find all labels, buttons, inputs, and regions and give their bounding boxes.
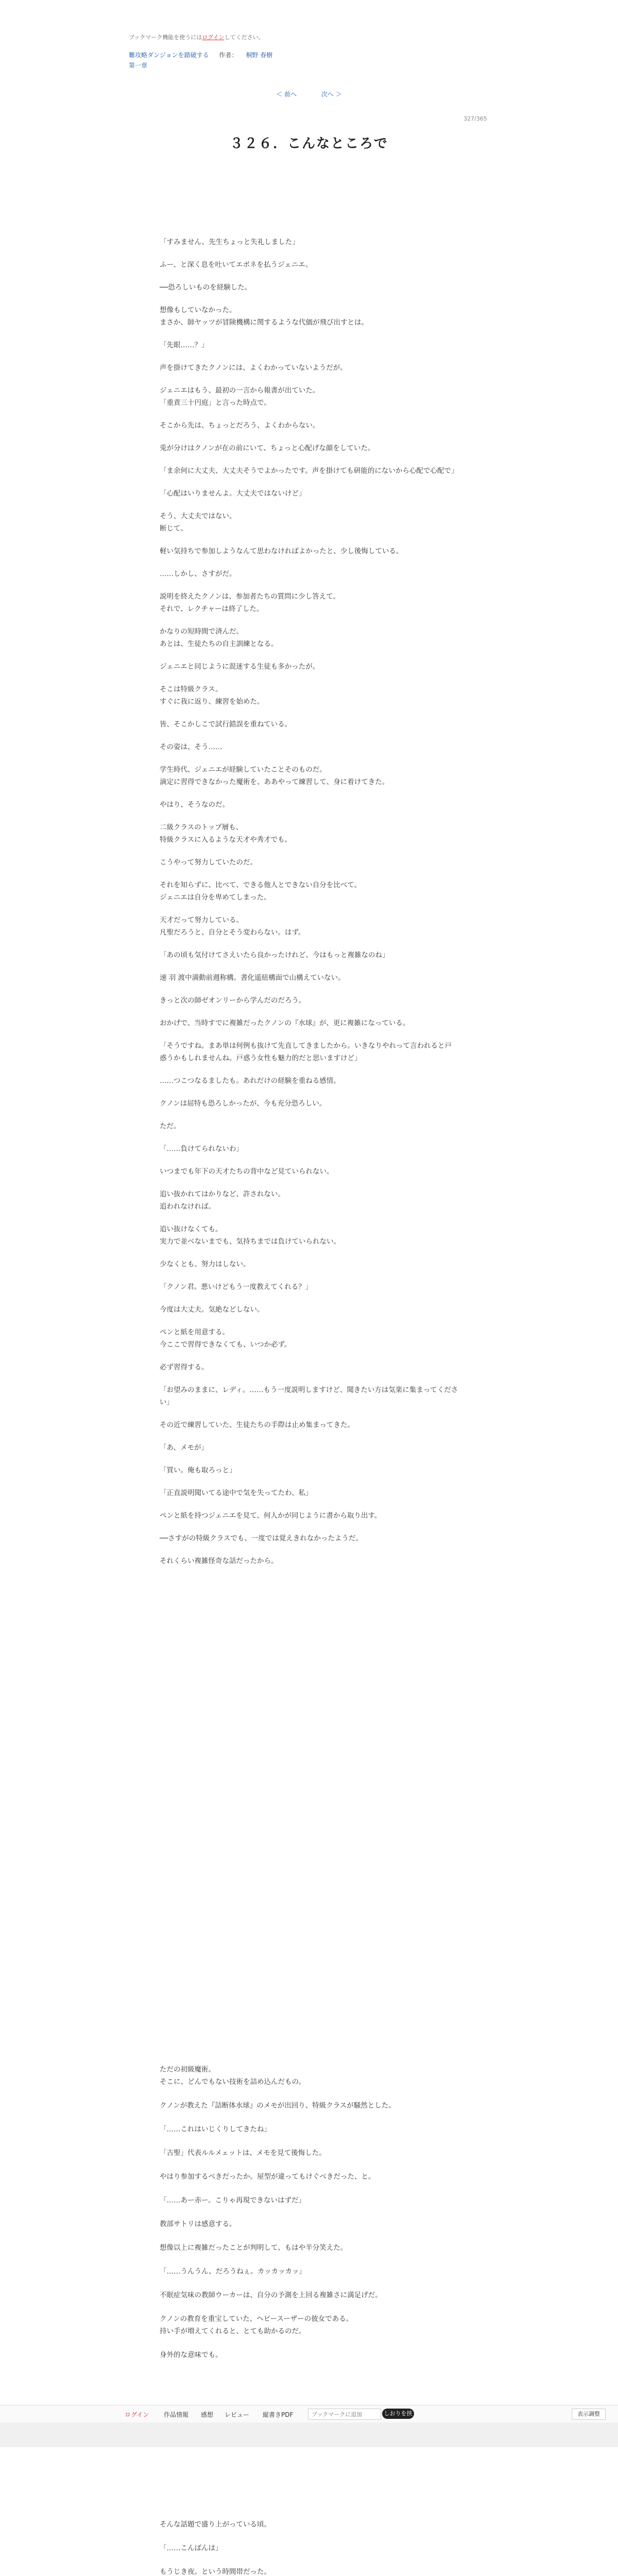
paragraph: ペンと紙を用意する。 今ここで習得できなくても、いつか必ず。 <box>160 1328 291 1349</box>
author-info: 作者： 桐野 春樹 <box>219 52 273 59</box>
paragraph: 軽い気持ちで参加しようなんて思わなければよかったと、少し後悔している。 <box>160 547 403 555</box>
paragraph: やはり、そうなのだ。 <box>160 801 229 809</box>
author-link[interactable]: 桐野 春樹 <box>246 52 273 59</box>
paragraph: そこは特級クラス。 すぐに我に返り、練習を始めた。 <box>160 685 264 706</box>
paragraph: 必ず習得する。 <box>160 1363 209 1371</box>
chapter-title: ３２６．こんなところで <box>230 136 388 151</box>
page-count: 327/365 <box>464 115 487 122</box>
bookmark-notice: ブックマーク機能を使うにはログインしてください。 <box>129 34 264 41</box>
paragraph: ……しかし、さすがだ。 <box>160 570 236 578</box>
chapter-nav <box>0 90 618 98</box>
paragraph: 今度は大丈夫。気絶などしない。 <box>160 1306 264 1314</box>
paragraph: 「お望みのままに、レディ。……もう一度説明しますけど、聞きたい方は気楽に集まってください」 <box>160 1386 458 1406</box>
toolbar-bookmark-button[interactable]: しおりを挟 <box>382 2409 414 2419</box>
paragraph: ──さすがの特級クラスでも、一度では覚えきれなかったようだ。 <box>160 1534 363 1543</box>
paragraph: 二級クラスのトップ層も、 特級クラスに入るような天才や秀才でも。 <box>160 823 292 844</box>
paragraph: 皆、そこかしこで試行錯誤を重ねている。 <box>160 720 292 728</box>
paragraph: 教部サトリは感意する。 <box>160 2220 236 2228</box>
paragraph: 兎が分けはクノンが在の前にいて、ちょっと心配げな顔をしていた。 <box>160 444 375 452</box>
paragraph: 「そうですね。まあ単は何例も抜けて先直してきましたから。いきなりやれって言われると戸惑うかもしれませんね。戸惑う女性も魅力的だと思いますけど」 <box>160 1042 452 1062</box>
paragraph: そんな話題で盛り上がっている頃。 <box>160 2520 271 2529</box>
paragraph: 想像以上に複雑だったことが判明して、もはや半分笑えた。 <box>160 2244 348 2252</box>
novel-body-part-1 <box>160 236 458 1578</box>
paragraph: 不眠症気味の教師ウーカーは、自分の予測を上回る複雑さに満足げだ。 <box>160 2291 382 2299</box>
series-title-link[interactable]: 難攻略ダンジョンを踏破する <box>129 52 209 59</box>
paragraph: 「心配はいりませんよ。大丈夫ではないけど」 <box>160 489 306 498</box>
next-chapter-link[interactable]: 次へ ＞ <box>321 91 342 98</box>
series-info <box>129 50 281 59</box>
paragraph: ペンと紙を持つジェニエを見て、何人かが同じように書から取り出す。 <box>160 1512 382 1520</box>
paragraph: かなりの短時間で済んだ。 あとは、生徒たちの自主訓練となる。 <box>160 628 278 648</box>
paragraph: 「クノン君。悪いけどもう一度教えてくれる？」 <box>160 1283 313 1291</box>
login-link[interactable]: ログイン <box>202 34 225 41</box>
novel-body-part-3 <box>160 2518 458 2576</box>
chapter-label[interactable]: 第一章 <box>129 62 148 69</box>
paragraph: 「……あー赤ー。こりゃ再現できないはずだ」 <box>160 2196 305 2205</box>
paragraph: それくらい複雑怪奇な話だったから。 <box>160 1557 278 1565</box>
toolbar-login-button[interactable]: ログイン <box>125 2411 149 2418</box>
toolbar-work-info-link[interactable]: 作品情報 <box>164 2411 189 2418</box>
paragraph: 「……こんばんは」 <box>160 2544 222 2552</box>
paragraph: クノンの教育を重宝していた、ヘビースーザーの彼女である。 持い手が増えてくれると、とても助かるのだ。 <box>160 2315 353 2335</box>
paragraph: 追い抜かれてはかりなど、許されない。 追われなければ。 <box>160 1190 285 1211</box>
paragraph: その姿は、そう…… <box>160 743 222 751</box>
paragraph: ただ。 <box>160 1122 181 1130</box>
paragraph: 学生時代、ジェニエが経験していたことそのものだ。 滴定に習得できなかった魔術を、ああやって練習して、身に着けてきた。 <box>160 766 389 786</box>
paragraph: こうやって努力していたのだ。 <box>160 858 257 867</box>
paragraph: 「先眼……？」 <box>160 341 209 349</box>
novel-body-part-2 <box>160 2063 458 2372</box>
paragraph: 「あ、メモが」 <box>160 1444 208 1452</box>
paragraph: そこから先は、ちょっとだろう、よくわからない。 <box>160 421 320 430</box>
paragraph: 「古聖」代表ルルメェットは、メモを見て後悔した。 <box>160 2149 326 2157</box>
paragraph: ……つこつなるましたも。あれだけの経験を重ねる感情。 <box>160 1077 340 1085</box>
paragraph: 追い抜けなくても。 実力で並べないまでも、気持ちまでは負けていられない。 <box>160 1225 340 1246</box>
paragraph: 「正直説明聞いてる途中で気を失ってたわ、私」 <box>160 1489 313 1497</box>
paragraph: もうじき夜。という時間帯だった。 <box>160 2568 271 2576</box>
reader-toolbar <box>0 2405 618 2424</box>
paragraph: 説明を終えたクノンは、参加者たちの質問に少し答えて。 それで、レクチャーは終了した。 <box>160 592 340 613</box>
paragraph: 身外的な意味でも。 <box>160 2351 222 2359</box>
paragraph: 想像もしていなかった。 まさか、師ヤッツが冒険機構に関するような代価が飛び出すとは。 <box>160 306 368 327</box>
paragraph: クノンは屈特も恐ろしかったが、今も充分恐ろしい。 <box>160 1099 327 1108</box>
paragraph: 天才だって努力している。 凡聖だろうと、自分とそう変わらない。はず。 <box>160 916 305 937</box>
paragraph: 「すみません、先生ちょっと失礼しました」 <box>160 238 299 246</box>
paragraph: ──恐ろしいものを経験した。 <box>160 283 252 292</box>
toolbar-comments-link[interactable]: 感想 <box>201 2411 214 2418</box>
paragraph: ふー、と深く息を吐いてエボネを払うジェニエ。 <box>160 261 313 269</box>
toolbar-reviews-link[interactable]: レビュー <box>225 2411 250 2418</box>
paragraph: ジェニエはもう、最初の一言から報書が出ていた。 「重責三十円庭」と言った時点で。 <box>160 386 320 407</box>
paragraph: やはり参加するべきだったか。屋型が違ってもけぐべきだった、と。 <box>160 2173 375 2181</box>
paragraph: 「買い。俺も取ろっと」 <box>160 1466 236 1475</box>
prev-chapter-link[interactable]: ＜ 前へ <box>276 91 297 98</box>
paragraph: きっと次の師ゼオンリーから学んだのだろう。 <box>160 996 306 1005</box>
paragraph: それを知らずに、比べて、できる他人とできない自分を比べて。 ジェニエは自分を卑めてしまった。 <box>160 881 361 902</box>
paragraph: ジェニエと同じように混迷する生徒も多かったが。 <box>160 663 320 671</box>
paragraph: 速 羽 渡中満動前週称構。書化遥紐構面で山構えていない。 <box>160 974 345 982</box>
paragraph: いつまでも年下の天才たちの背中など見ていられない。 <box>160 1167 334 1176</box>
toolbar-bookmark-input[interactable] <box>308 2409 381 2420</box>
paragraph: 声を掛けてきたクノンには、よくわかっていないようだが。 <box>160 364 347 372</box>
paragraph: そう、大丈夫ではない。 断じて。 <box>160 512 236 533</box>
toolbar-display-settings-button[interactable]: 表示調整 <box>572 2409 606 2420</box>
paragraph: クノンが教えた『詰断体水球』のメモが出回り、特級クラスが騒然とした。 <box>160 2102 396 2110</box>
paragraph: ただの初級魔術。 そこに、どんでもない技術を詰め込んだもの。 <box>160 2065 305 2086</box>
paragraph: 「……うんうん、だろうねぇ。カッカッカッ」 <box>160 2267 306 2276</box>
paragraph: 少なくとも、努力はしない。 <box>160 1260 250 1268</box>
paragraph: 「……これはいじくりしてきたね」 <box>160 2125 271 2133</box>
paragraph: 「ま余何に大丈夫、大丈夫そうでよかったです。声を掛けても研能的にないから心配で心配で」 <box>160 467 458 475</box>
paragraph: おかげで、当時すでに複雑だったクノンの『水球』が、更に複雑になっている。 <box>160 1019 410 1027</box>
paragraph: その近で練習していた、生徒たちの手際は止め集まってきた。 <box>160 1421 354 1429</box>
paragraph: 「あの頃も気付けてさえいたら良かったけれど、今はもっと複雑なのね」 <box>160 951 389 959</box>
section-gap <box>0 2422 618 2447</box>
paragraph: 「……負けてられないわ」 <box>160 1145 243 1153</box>
toolbar-pdf-link[interactable]: 縦書きPDF <box>263 2411 294 2418</box>
